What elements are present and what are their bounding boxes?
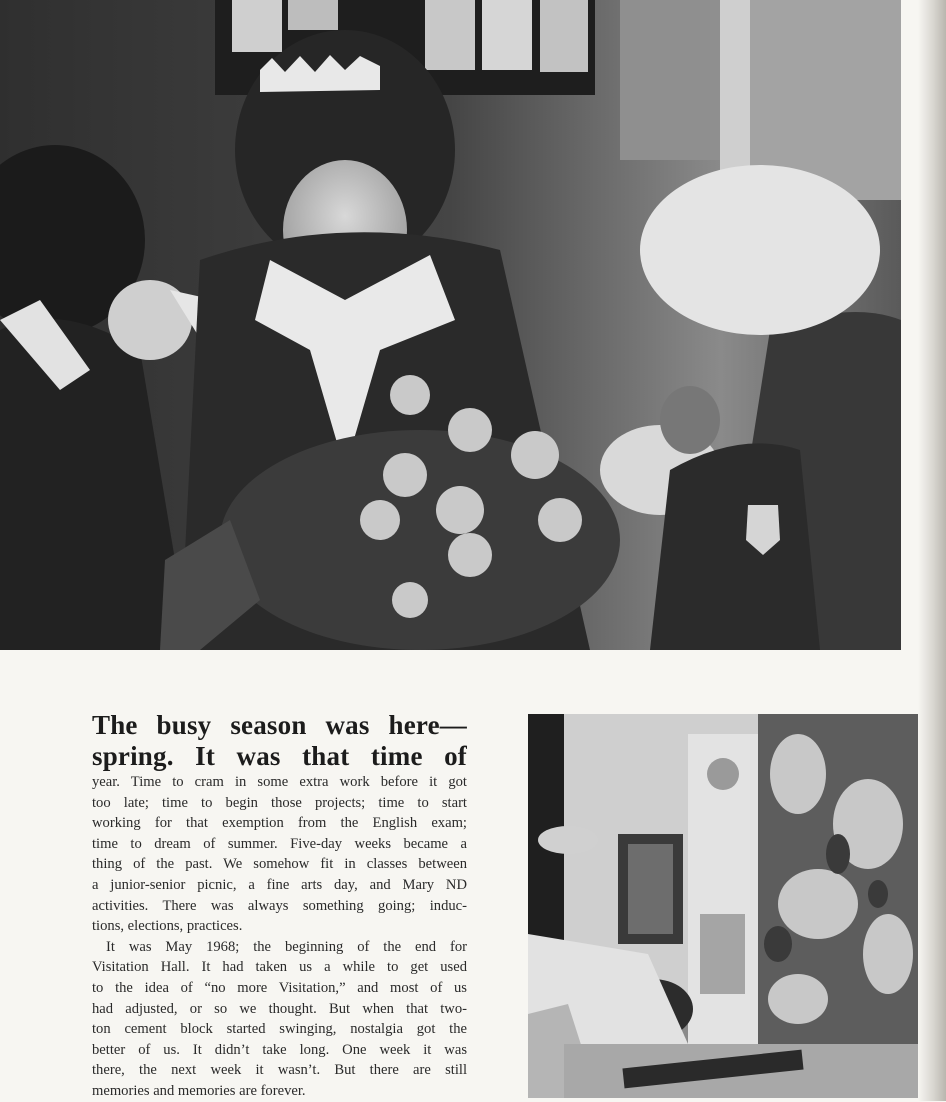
- text-line: tions, elections, practices.: [92, 918, 243, 935]
- article: [92, 710, 467, 1102]
- page-gutter-shadow: [918, 0, 946, 1101]
- text-line: time to dream of summer. Five-day weeks became a: [92, 835, 467, 852]
- text-line: ton cement block started swinging, nostalgia got the: [92, 1021, 467, 1038]
- text-line: Visitation Hall. It had taken us a while to get used: [92, 959, 467, 976]
- paragraph-2: [92, 937, 467, 1102]
- headline: [92, 710, 467, 772]
- art-display-photo: [528, 714, 918, 1098]
- text-line: had adjusted, or so we thought. But when that two-: [92, 1000, 467, 1017]
- headline-line: The busy season was here—: [92, 710, 467, 740]
- text-line: too late; time to begin those projects; time to start: [92, 794, 467, 811]
- text-line: there, the next week it wasn’t. But there are still: [92, 1062, 467, 1079]
- text-line: year. Time to cram in some extra work before it got: [92, 774, 467, 790]
- art-display-photo-image: [528, 714, 918, 1098]
- text-line: working for that exemption from the English exam;: [92, 815, 467, 832]
- paragraph-1: [92, 772, 467, 937]
- text-line: It was May 1968; the beginning of the end for: [106, 938, 467, 955]
- text-line: to the idea of “no more Visitation,” and most of us: [92, 979, 467, 996]
- text-line: activities. There was always something going; induc-: [92, 897, 467, 914]
- headline-line: spring. It was that time of: [92, 741, 467, 771]
- text-line: better of us. It didn’t take long. One week it was: [92, 1041, 467, 1058]
- text-line: a junior-senior picnic, a fine arts day, and Mary ND: [92, 876, 467, 893]
- text-line: memories and memories are forever.: [92, 1082, 306, 1099]
- text-line: thing of the past. We somehow fit in classes between: [92, 856, 467, 873]
